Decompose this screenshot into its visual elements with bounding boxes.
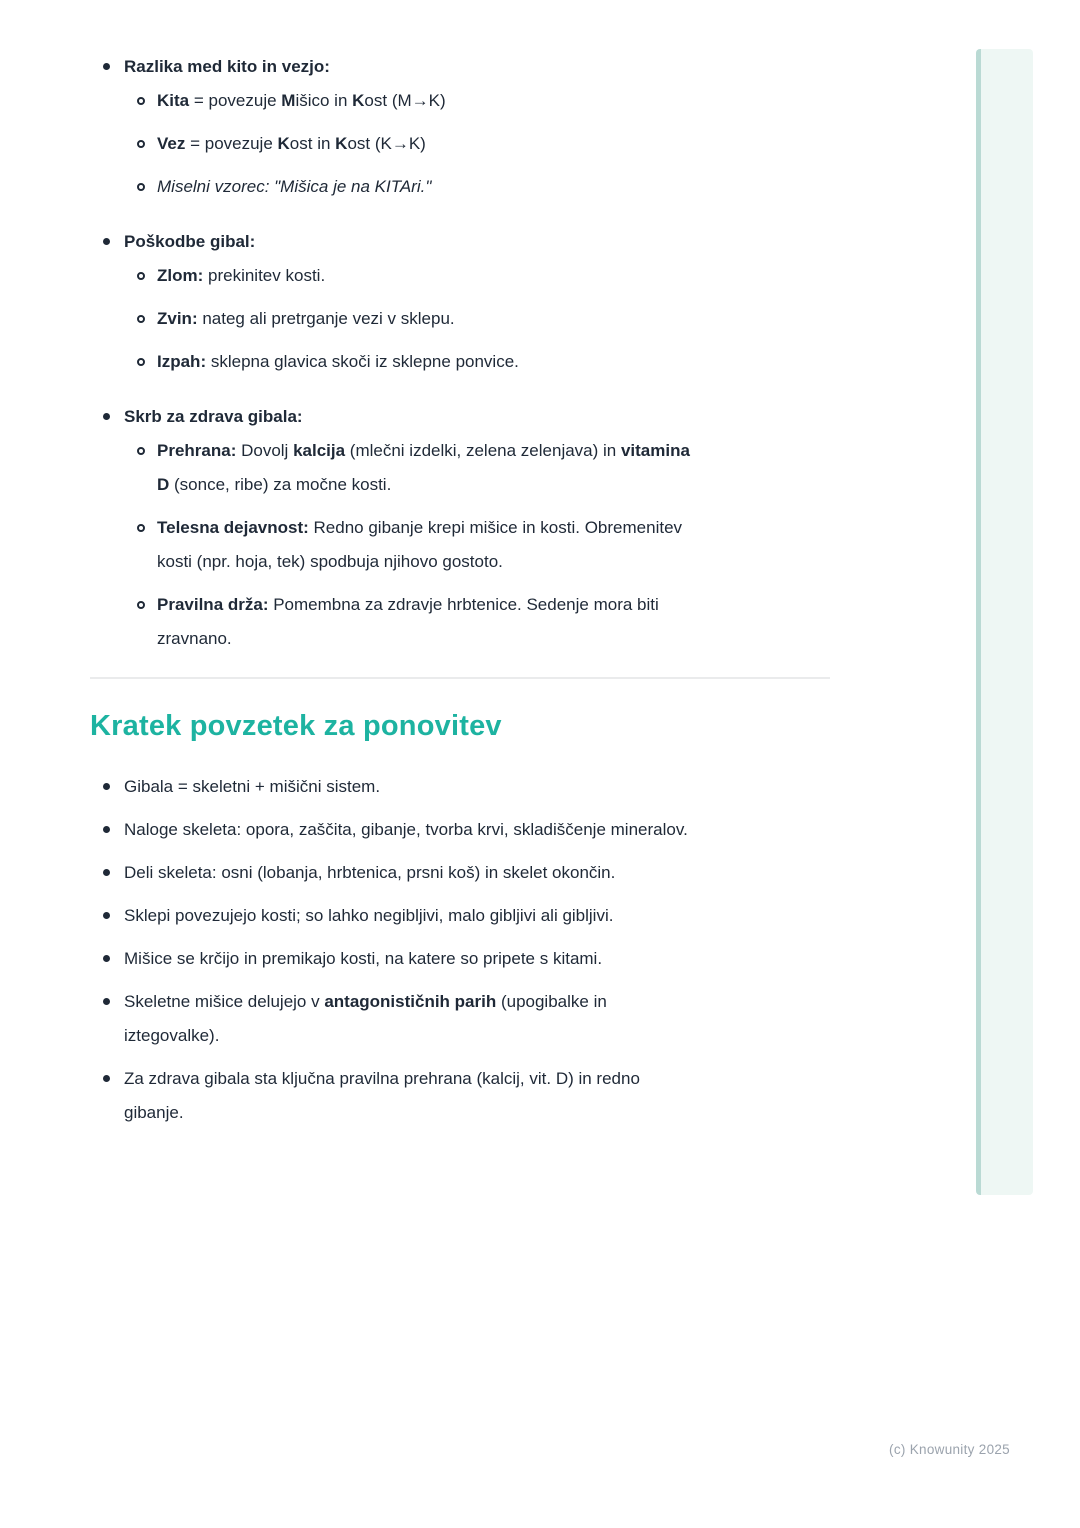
bullet-icon <box>103 955 110 962</box>
text-segment: (mlečni izdelki, zelena zelenjava) in <box>345 441 621 460</box>
text-segment: = povezuje <box>185 134 278 153</box>
text-segment: ost in <box>289 134 336 153</box>
list-item <box>90 225 830 259</box>
list-item-text <box>124 899 830 933</box>
list-item-text <box>157 259 830 293</box>
list-item-text <box>124 1062 830 1130</box>
list-item-text <box>157 588 830 656</box>
bullet-icon <box>103 783 110 790</box>
text-segment: Skrb za zdrava gibala: <box>124 407 303 426</box>
bullet-icon <box>103 869 110 876</box>
text-segment: (sonce, ribe) za močne kosti. <box>169 475 392 494</box>
circle-bullet-icon <box>137 601 145 609</box>
bullet-icon <box>103 826 110 833</box>
list-item <box>90 400 830 434</box>
list-item <box>90 856 830 890</box>
text-segment: ost (K→K) <box>347 134 426 153</box>
list-item-text <box>124 856 830 890</box>
text-segment: = povezuje <box>189 91 282 110</box>
circle-bullet-icon <box>137 272 145 280</box>
list-item-text <box>124 985 830 1053</box>
outline-section <box>90 400 830 656</box>
list-item <box>90 259 830 293</box>
text-segment: Izpah: <box>157 352 207 371</box>
sub-list <box>90 84 830 204</box>
page-content <box>90 50 830 1139</box>
text-segment: Zlom: <box>157 266 204 285</box>
text-segment: ost (M→K) <box>364 91 446 110</box>
text-segment: Deli skeleta: osni (lobanja, hrbtenica, prsni koš) in skelet okončin. <box>124 863 616 882</box>
text-segment: K <box>277 134 290 153</box>
text-segment: gibanje. <box>124 1103 184 1122</box>
circle-bullet-icon <box>137 358 145 366</box>
text-segment: Naloge skeleta: opora, zaščita, gibanje, tvorba krvi, skladiščenje mineralov. <box>124 820 688 839</box>
list-item <box>90 813 830 847</box>
circle-bullet-icon <box>137 97 145 105</box>
list-item-text <box>157 511 830 579</box>
summary-heading: Kratek povzetek za ponovitev <box>90 710 502 742</box>
circle-bullet-icon <box>137 524 145 532</box>
text-segment: vitamina <box>620 441 690 460</box>
list-item <box>90 770 830 804</box>
list-item-text <box>124 813 830 847</box>
list-item <box>90 84 830 118</box>
sub-list <box>90 434 830 656</box>
outline-sections <box>90 50 830 656</box>
list-item <box>90 588 830 656</box>
bullet-icon <box>103 63 110 70</box>
text-segment: išico in <box>295 91 353 110</box>
list-item-text <box>157 127 830 161</box>
summary-list <box>90 770 830 1130</box>
text-segment: Vez <box>157 134 186 153</box>
list-item <box>90 50 830 84</box>
text-segment: Sklepi povezujejo kosti; so lahko negibljivi, malo gibljivi ali gibljivi. <box>124 906 614 925</box>
section-divider <box>90 677 830 679</box>
footer-copyright: (c) Knowunity 2025 <box>889 1442 1010 1457</box>
list-item-text <box>124 225 830 259</box>
text-segment: nateg ali pretrganje vezi v sklepu. <box>197 309 455 328</box>
text-segment: Gibala = skeletni + mišični sistem. <box>124 777 381 796</box>
text-segment: kalcija <box>293 441 346 460</box>
text-segment: kosti (npr. hoja, tek) spodbuja njihovo gostoto. <box>157 552 503 571</box>
list-item <box>90 899 830 933</box>
circle-bullet-icon <box>137 183 145 191</box>
bullet-icon <box>103 413 110 420</box>
list-item <box>90 1062 830 1130</box>
list-item <box>90 985 830 1053</box>
text-segment: Skeletne mišice delujejo v <box>124 992 325 1011</box>
text-segment: prekinitev kosti. <box>203 266 326 285</box>
text-segment: Poškodbe gibal: <box>124 232 256 251</box>
text-segment: Dovolj <box>236 441 294 460</box>
sub-list <box>90 259 830 379</box>
text-segment: (upogibalke in <box>496 992 607 1011</box>
text-segment: Pomembna za zdravje hrbtenice. Sedenje mora biti <box>268 595 659 614</box>
text-segment: Kita <box>157 91 190 110</box>
list-item <box>90 434 830 502</box>
outline-section <box>90 225 830 379</box>
list-item <box>90 511 830 579</box>
text-segment: Redno gibanje krepi mišice in kosti. Obremenitev <box>308 518 683 537</box>
list-item-text <box>157 84 830 118</box>
list-item <box>90 942 830 976</box>
text-segment: zravnano. <box>157 629 232 648</box>
text-segment: sklepna glavica skoči iz sklepne ponvice. <box>206 352 519 371</box>
list-item-text <box>124 50 830 84</box>
list-item-text <box>157 434 830 502</box>
list-item-text <box>157 170 830 204</box>
text-segment: iztegovalke). <box>124 1026 220 1045</box>
text-segment: K <box>352 91 365 110</box>
bullet-icon <box>103 998 110 1005</box>
text-segment: antagonističnih parih <box>324 992 497 1011</box>
bullet-icon <box>103 1075 110 1082</box>
list-item <box>90 345 830 379</box>
text-segment: M <box>281 91 296 110</box>
list-item <box>90 302 830 336</box>
circle-bullet-icon <box>137 315 145 323</box>
list-item <box>90 127 830 161</box>
circle-bullet-icon <box>137 447 145 455</box>
text-segment: Za zdrava gibala sta ključna pravilna prehrana (kalcij, vit. D) in redno <box>124 1069 640 1088</box>
list-item-text <box>157 302 830 336</box>
bullet-icon <box>103 912 110 919</box>
circle-bullet-icon <box>137 140 145 148</box>
outline-section <box>90 50 830 204</box>
page-edge-strip <box>976 49 1033 1195</box>
text-segment: Mišice se krčijo in premikajo kosti, na katere so pripete s kitami. <box>124 949 603 968</box>
bullet-icon <box>103 238 110 245</box>
text-segment: Zvin: <box>157 309 198 328</box>
list-item-text <box>157 345 830 379</box>
text-segment: Miselni vzorec: "Mišica je na KITAri." <box>157 177 432 196</box>
text-segment: Pravilna drža: <box>157 595 269 614</box>
text-segment: Razlika med kito in vezjo: <box>124 57 330 76</box>
list-item <box>90 170 830 204</box>
list-item-text <box>124 400 830 434</box>
list-item-text <box>124 770 830 804</box>
text-segment: D <box>157 475 170 494</box>
list-item-text <box>124 942 830 976</box>
text-segment: K <box>335 134 348 153</box>
text-segment: Telesna dejavnost: <box>157 518 309 537</box>
text-segment: Prehrana: <box>157 441 237 460</box>
